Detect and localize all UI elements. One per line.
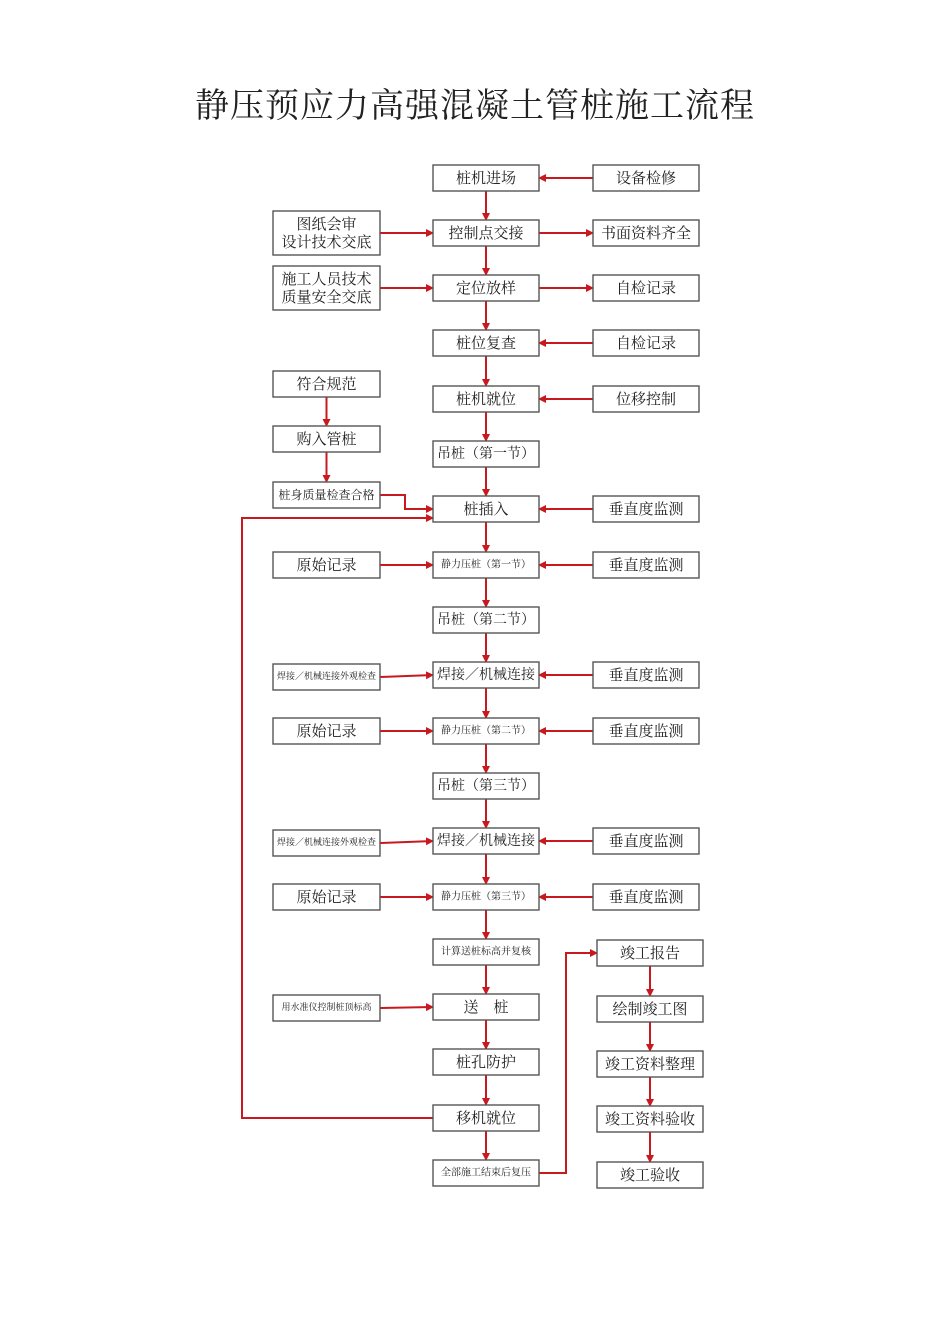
check-box-r10-label: 垂直度监测: [608, 666, 684, 684]
process-box-c8: [433, 552, 539, 578]
process-box-c12: [433, 773, 539, 799]
process-box-c3: [433, 275, 539, 301]
prep-arrow-l10: [380, 675, 433, 677]
prep-box-la: [273, 371, 380, 397]
process-box-c10-label: 焊接／机械连接: [437, 667, 535, 683]
process-box-c17: [433, 1049, 539, 1075]
process-box-c8-label: 静力压桩（第一节）: [441, 559, 531, 571]
check-box-r1: [593, 165, 699, 191]
prep-arrow-l16: [380, 1007, 433, 1008]
prep-box-l16: [273, 995, 380, 1021]
prep-box-l2-label: 设计技术交底: [281, 233, 372, 251]
process-box-c4-label: 桩位复查: [455, 334, 517, 352]
final-box-f5: [597, 1162, 703, 1188]
check-box-r14: [593, 884, 699, 910]
prep-box-lb: [273, 426, 380, 452]
check-box-r3: [593, 275, 699, 301]
prep-box-l3-label: 施工人员技术: [281, 270, 372, 288]
process-box-c6-label: 吊桩（第一节）: [437, 446, 535, 462]
process-box-c13-label: 焊接／机械连接: [437, 833, 535, 849]
prep-box-la-label: 符合规范: [296, 375, 357, 393]
process-box-c7: [433, 496, 539, 522]
check-box-r1-label: 设备检修: [615, 169, 677, 187]
process-box-c17-label: 桩孔防护: [455, 1053, 517, 1071]
check-box-r7: [593, 496, 699, 522]
process-box-c5: [433, 386, 539, 412]
prep-box-l11-label: 原始记录: [296, 722, 357, 740]
prep-box-l14-label: 原始记录: [296, 888, 357, 906]
prep-box-l3-label: 质量安全交底: [281, 288, 372, 306]
process-box-c19-label: 全部施工结束后复压: [441, 1167, 531, 1179]
prep-arrow-lc: [380, 495, 433, 509]
process-box-c14-label: 静力压桩（第三节）: [441, 891, 531, 903]
check-box-r7-label: 垂直度监测: [608, 500, 684, 518]
process-box-c16: [433, 994, 539, 1020]
final-box-f4-label: 竣工资料验收: [604, 1110, 696, 1128]
prep-box-l10: [273, 664, 380, 690]
check-box-r11-label: 垂直度监测: [608, 722, 684, 740]
process-box-c15-label: 计算送桩标高并复核: [441, 946, 531, 958]
check-box-r4: [593, 330, 699, 356]
process-box-c18: [433, 1105, 539, 1131]
prep-box-lc: [273, 482, 380, 508]
process-box-c3-label: 定位放样: [455, 279, 517, 297]
process-box-c5-label: 桩机就位: [455, 390, 517, 408]
final-box-f5-label: 竣工验收: [619, 1166, 681, 1184]
check-box-r11: [593, 718, 699, 744]
check-box-r2-label: 书面资料齐全: [600, 224, 692, 242]
check-box-r14-label: 垂直度监测: [608, 888, 684, 906]
process-box-c9-label: 吊桩（第二节）: [437, 612, 535, 628]
final-box-f3: [597, 1051, 703, 1077]
prep-box-l11: [273, 718, 380, 744]
process-box-c13: [433, 828, 539, 854]
loop-arrow: [242, 518, 433, 1118]
prep-box-l3: [273, 266, 380, 310]
final-box-f1: [597, 940, 703, 966]
prep-box-l14: [273, 884, 380, 910]
process-box-c9: [433, 607, 539, 633]
prep-box-lc-label: 桩身质量检查合格: [278, 488, 375, 502]
process-box-c11-label: 静力压桩（第二节）: [441, 725, 531, 737]
process-box-c6: [433, 441, 539, 467]
process-box-c18-label: 移机就位: [455, 1109, 517, 1127]
prep-arrow-l13: [380, 841, 433, 843]
prep-box-l16-label: 用水准仪控制桩顶标高: [281, 1003, 372, 1013]
process-box-c14: [433, 884, 539, 910]
prep-box-l2-label: 图纸会审: [296, 215, 357, 233]
prep-box-l2: [273, 211, 380, 255]
prep-box-l13: [273, 830, 380, 856]
final-box-f2: [597, 996, 703, 1022]
check-box-r13-label: 垂直度监测: [608, 832, 684, 850]
check-box-r5: [593, 386, 699, 412]
check-box-r10: [593, 662, 699, 688]
process-box-c4: [433, 330, 539, 356]
process-box-c1-label: 桩机进场: [455, 169, 517, 187]
prep-box-l10-label: 焊接／机械连接外观检查: [276, 672, 377, 682]
final-box-f1-label: 竣工报告: [619, 944, 681, 962]
prep-box-l8: [273, 552, 380, 578]
check-box-r5-label: 位移控制: [615, 390, 677, 408]
process-box-c2: [433, 220, 539, 246]
process-box-c16-label: 送 桩: [463, 998, 509, 1016]
check-box-r13: [593, 828, 699, 854]
process-box-c1: [433, 165, 539, 191]
link-arrow-final: [539, 953, 597, 1173]
check-box-r8-label: 垂直度监测: [608, 556, 684, 574]
process-box-c2-label: 控制点交接: [448, 224, 524, 242]
final-box-f2-label: 绘制竣工图: [612, 1000, 688, 1018]
final-box-f4: [597, 1106, 703, 1132]
process-box-c7-label: 桩插入: [463, 500, 509, 518]
prep-box-lb-label: 购入管桩: [296, 430, 357, 448]
check-box-r2: [593, 220, 699, 246]
check-box-r4-label: 自检记录: [615, 334, 677, 352]
process-box-c15: [433, 939, 539, 965]
check-box-r8: [593, 552, 699, 578]
process-box-c10: [433, 662, 539, 688]
prep-box-l8-label: 原始记录: [296, 556, 357, 574]
process-box-c11: [433, 718, 539, 744]
final-box-f3-label: 竣工资料整理: [604, 1055, 696, 1073]
process-box-c12-label: 吊桩（第三节）: [437, 778, 535, 794]
process-box-c19: [433, 1160, 539, 1186]
prep-box-l13-label: 焊接／机械连接外观检查: [276, 838, 377, 848]
check-box-r3-label: 自检记录: [615, 279, 677, 297]
page-title: 静压预应力高强混凝土管桩施工流程: [195, 86, 755, 126]
